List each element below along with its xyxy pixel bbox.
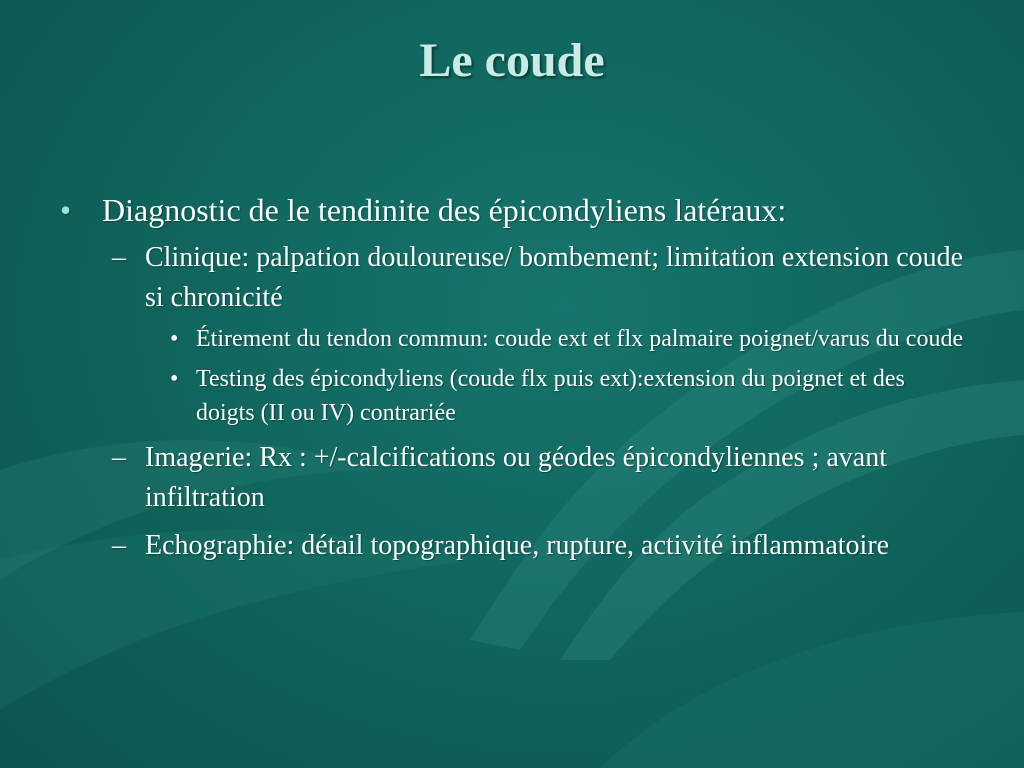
subitem-echographie	[102, 526, 968, 566]
dash-marker: –	[112, 442, 126, 473]
dash-marker: –	[112, 530, 126, 561]
dot-marker: •	[170, 326, 179, 352]
subsubitem-text: Testing des épicondyliens (coude flx puis ext):extension du poignet et des doigts (II ou IV) contrariée	[196, 366, 905, 426]
slide-title: Le coude	[419, 34, 605, 87]
subitem-text: Imagerie: Rx : +/-calcifications ou géodes épicondyliennes ; avant infiltration	[145, 442, 887, 513]
subitem-text: Echographie: détail topographique, rupture, activité inflammatoire	[145, 530, 890, 561]
bullet-marker: •	[60, 192, 72, 228]
slide-body	[58, 190, 968, 566]
subitem-text: Clinique: palpation douloureuse/ bombement; limitation extension coude si chronicité	[145, 242, 964, 313]
subitem-clinique	[102, 238, 968, 318]
dash-marker: –	[112, 242, 126, 273]
subsubitem-testing	[170, 362, 968, 430]
bullet-text: Diagnostic de le tendinite des épicondyliens latéraux:	[102, 192, 787, 228]
subsubitem-etirement	[170, 322, 968, 356]
subitem-imagerie	[102, 438, 968, 518]
bullet-diagnostic	[58, 190, 968, 230]
dot-marker: •	[170, 366, 179, 392]
subsubitem-text: Étirement du tendon commun: coude ext et flx palmaire poignet/varus du coude	[196, 326, 964, 352]
